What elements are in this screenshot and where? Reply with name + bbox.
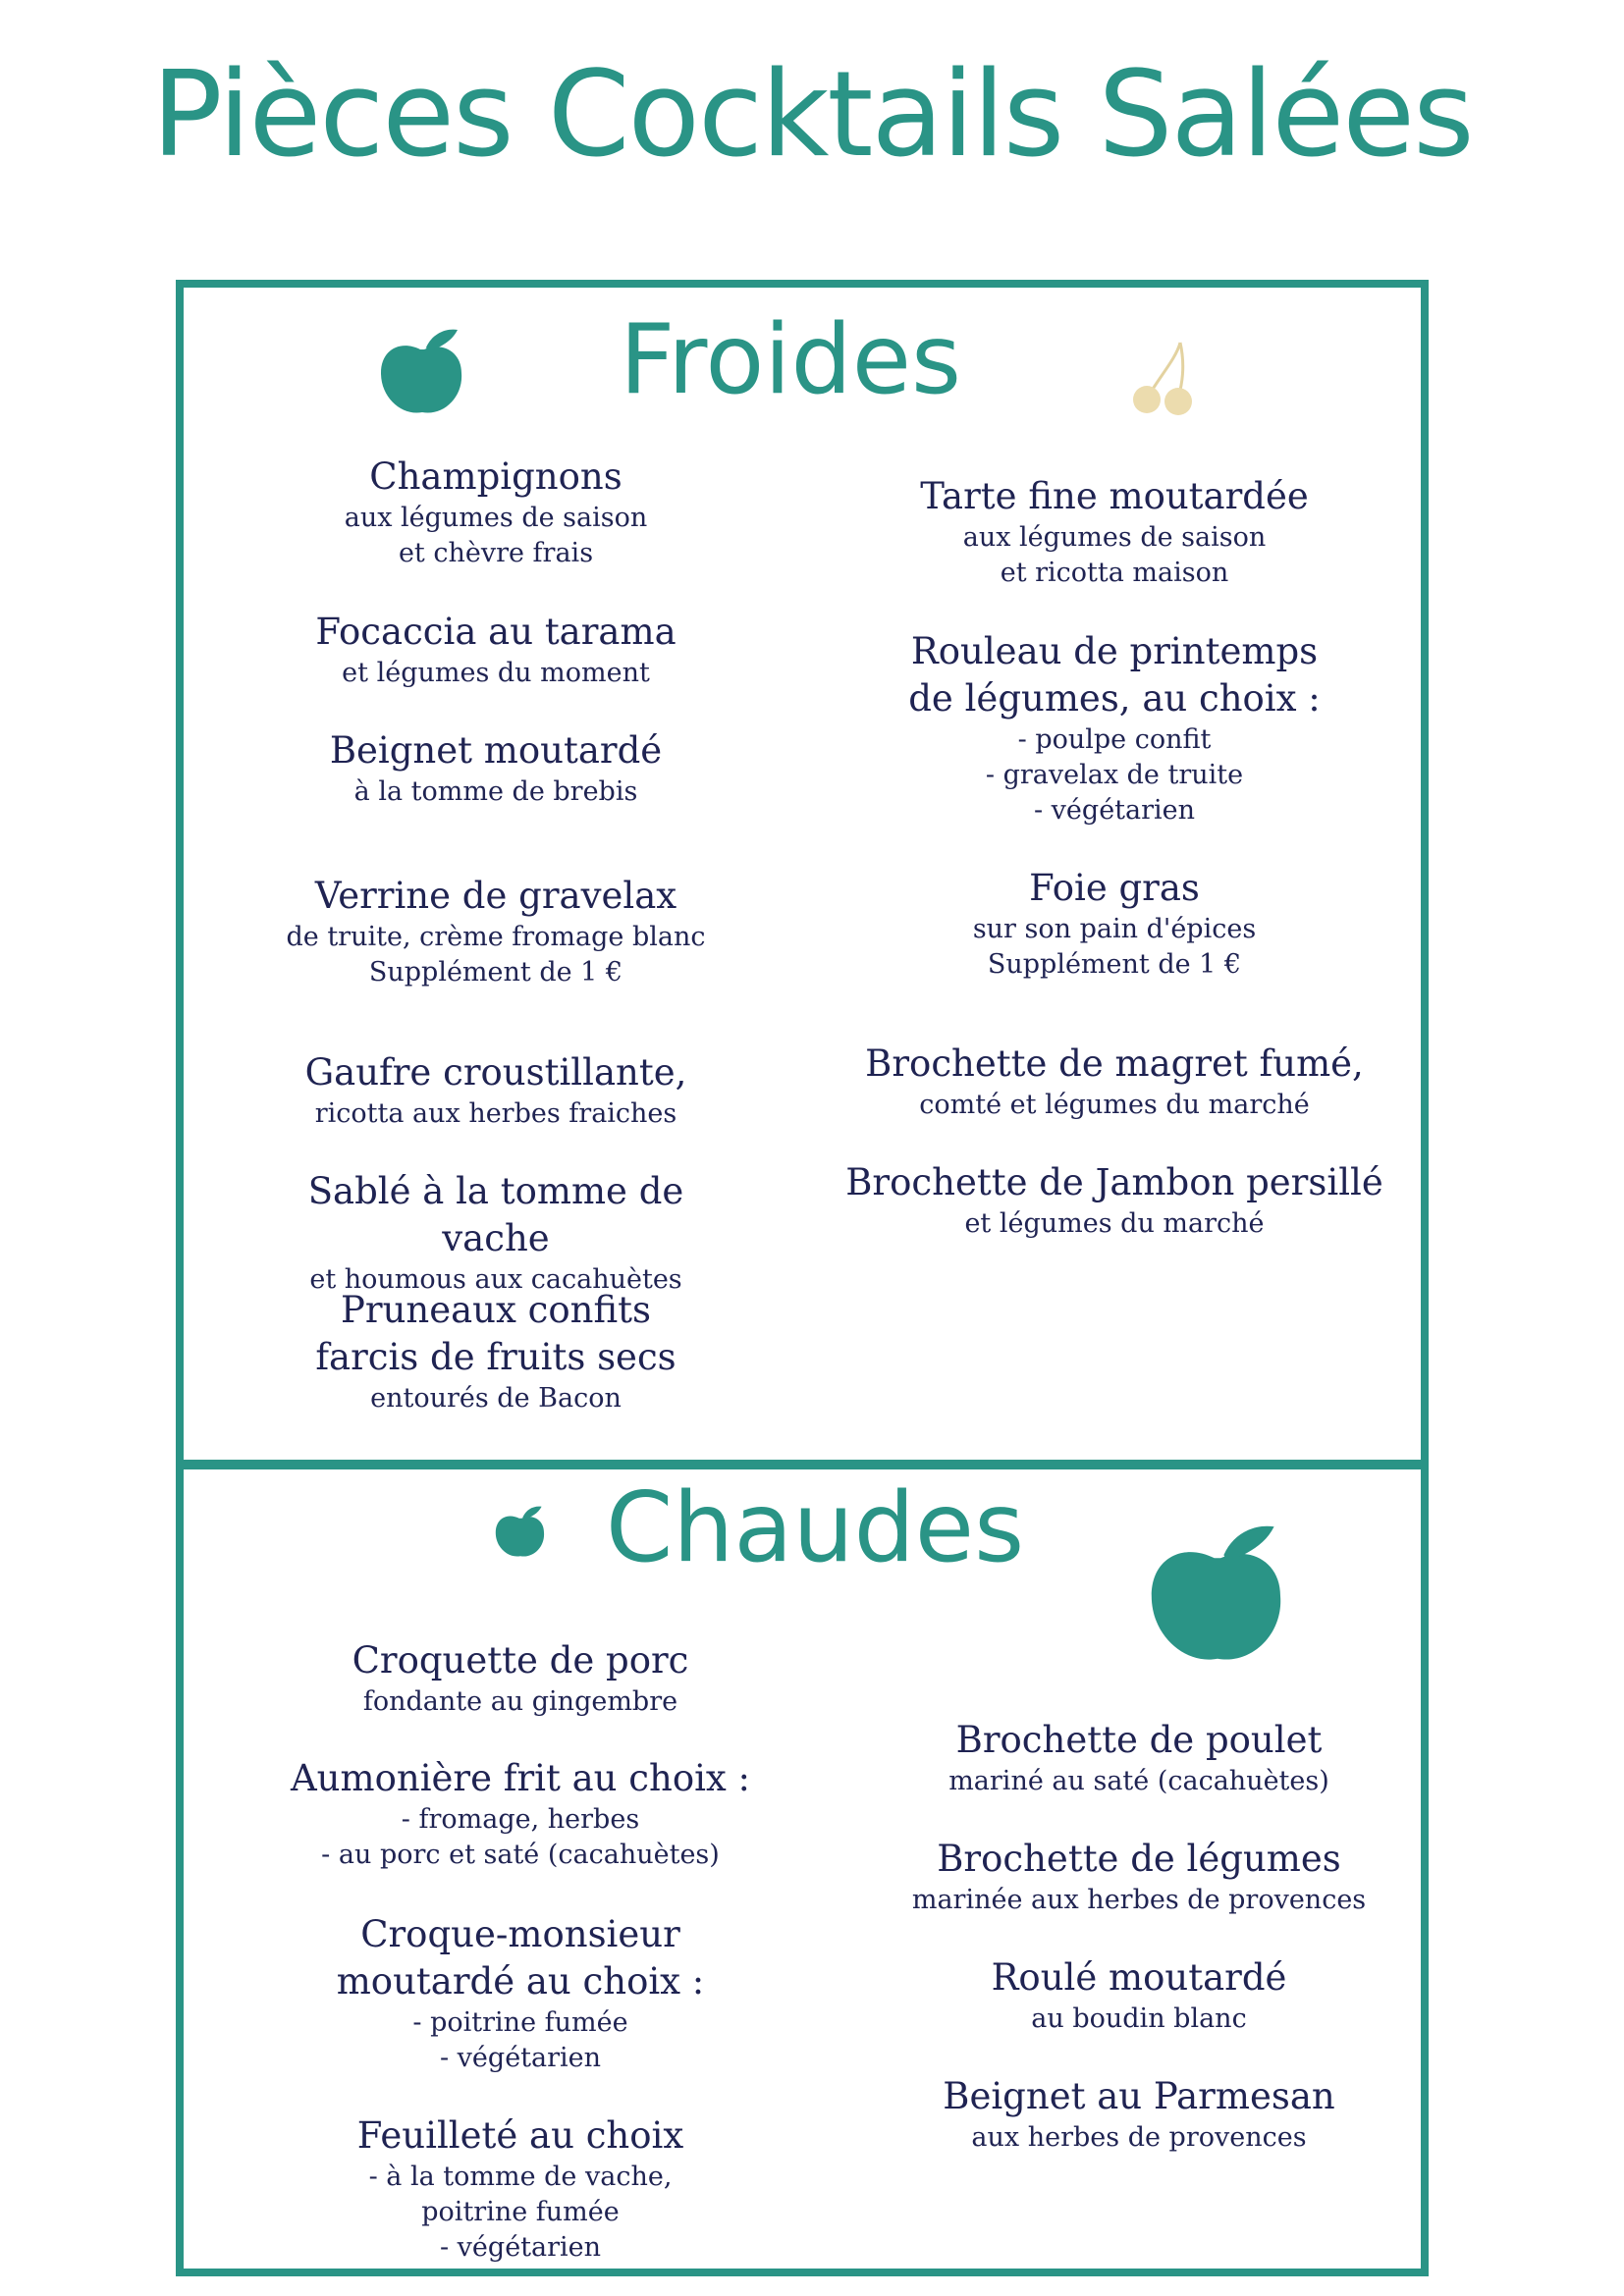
- menu-item: [275, 1637, 766, 1720]
- froides-title: Froides: [619, 304, 962, 416]
- item-description: aux légumes de saison et chèvre frais: [344, 503, 648, 568]
- menu-item: [835, 1159, 1394, 1242]
- item-name: Rouleau de printemps de légumes, au choix :: [908, 630, 1321, 720]
- item-description: et légumes du marché: [964, 1208, 1265, 1239]
- item-name: Verrine de gravelax: [314, 875, 677, 917]
- item-description: à la tomme de brebis: [353, 776, 638, 807]
- item-description: au boudin blanc: [1031, 2003, 1247, 2034]
- item-description: comté et légumes du marché: [919, 1090, 1310, 1120]
- item-description: entourés de Bacon: [370, 1383, 622, 1414]
- item-description: - fromage, herbes - au porc et saté (cacahuètes): [321, 1804, 720, 1870]
- item-name: Focaccia au tarama: [315, 611, 677, 653]
- item-name: Aumonière frit au choix :: [290, 1757, 751, 1799]
- item-description: aux légumes de saison et ricotta maison: [962, 522, 1267, 588]
- item-name: Brochette de Jambon persillé: [845, 1161, 1383, 1203]
- menu-item: [275, 1755, 766, 1873]
- item-description: de truite, crème fromage blanc Supplément de 1 €: [286, 922, 706, 988]
- item-name: Brochette de magret fumé,: [865, 1042, 1364, 1085]
- froides-left-column: [255, 454, 736, 1425]
- item-description: - poitrine fumée - végétarien: [412, 2007, 628, 2073]
- item-description: aux herbes de provences: [971, 2122, 1307, 2153]
- item-name: Champignons: [369, 455, 623, 498]
- item-description: et légumes du moment: [342, 658, 650, 688]
- chaudes-right-column: [874, 1717, 1404, 2168]
- item-name: Croquette de porc: [352, 1639, 689, 1682]
- menu-item: [255, 873, 736, 990]
- menu-item: [255, 1168, 736, 1298]
- item-name: Feuilleté au choix: [356, 2114, 684, 2157]
- item-name: Gaufre croustillante,: [304, 1051, 687, 1094]
- chaudes-title: Chaudes: [605, 1472, 1025, 1584]
- item-name: Foie gras: [1029, 867, 1200, 909]
- apple-icon: [1139, 1512, 1296, 1674]
- menu-item: [835, 628, 1394, 828]
- menu-item: [835, 865, 1394, 983]
- menu-item: [255, 1049, 736, 1132]
- item-description: marinée aux herbes de provences: [911, 1885, 1367, 1915]
- item-description: - à la tomme de vache, poitrine fumée - végétarien: [368, 2162, 673, 2263]
- apple-icon: [373, 322, 471, 420]
- chaudes-left-column: [275, 1637, 766, 2266]
- menu-item: [255, 454, 736, 571]
- menu-item: [835, 1041, 1394, 1123]
- page-title: Pièces Cocktails Salées: [151, 47, 1473, 184]
- item-name: Brochette de poulet: [955, 1719, 1323, 1761]
- menu-item: [255, 1287, 736, 1416]
- menu-item: [874, 2073, 1404, 2156]
- menu-item: [275, 1911, 766, 2076]
- menu-item: [255, 727, 736, 810]
- item-description: fondante au gingembre: [362, 1686, 678, 1717]
- item-name: Pruneaux confits farcis de fruits secs: [315, 1289, 677, 1378]
- item-name: Croque-monsieur moutardé au choix :: [336, 1913, 705, 2002]
- item-description: mariné au saté (cacahuètes): [948, 1766, 1329, 1796]
- item-name: Roulé moutardé: [991, 1956, 1287, 1999]
- menu-item: [835, 473, 1394, 591]
- cherry-icon: [1129, 339, 1203, 417]
- item-description: ricotta aux herbes fraiches: [314, 1098, 677, 1129]
- item-name: Beignet moutardé: [329, 729, 663, 772]
- menu-item: [275, 2112, 766, 2266]
- menu-item: [874, 1954, 1404, 2037]
- item-name: Sablé à la tomme de vache: [307, 1170, 684, 1259]
- menu-item: [874, 1717, 1404, 1799]
- menu-item: [874, 1836, 1404, 1918]
- item-name: Beignet au Parmesan: [943, 2075, 1335, 2117]
- froides-right-column: [835, 473, 1394, 1258]
- item-name: Tarte fine moutardée: [920, 475, 1309, 517]
- item-name: Brochette de légumes: [937, 1838, 1341, 1880]
- item-description: et houmous aux cacahuètes: [309, 1264, 682, 1295]
- item-description: - poulpe confit - gravelax de truite - végétarien: [985, 724, 1244, 826]
- item-description: sur son pain d'épices Supplément de 1 €: [972, 914, 1257, 980]
- menu-item: [255, 609, 736, 691]
